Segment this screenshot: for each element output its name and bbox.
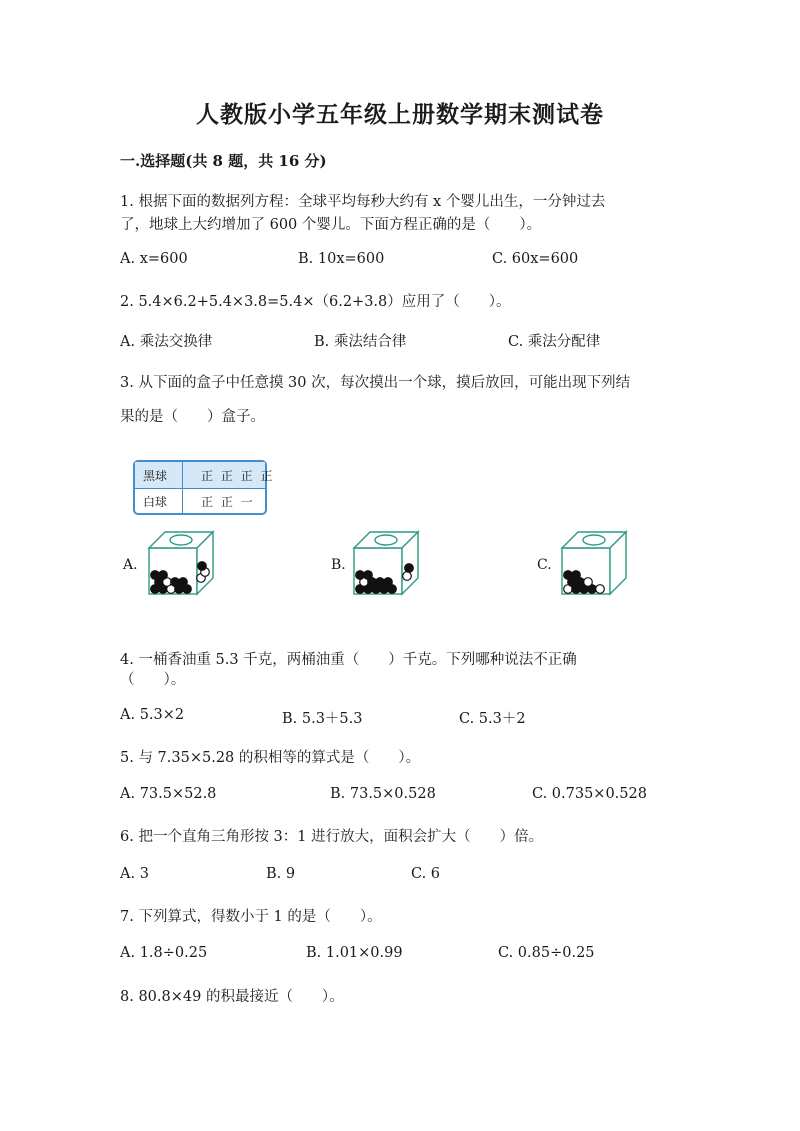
tally-row-white <box>135 488 265 514</box>
q6-option-b: B. 9 <box>266 866 296 882</box>
q1-option-a: A. x=600 <box>120 251 188 267</box>
tally-row-black <box>135 462 275 489</box>
q7-text: 7. 下列算式，得数小于 1 的是（ ）。 <box>120 909 382 925</box>
q7-option-c: C. 0.85÷0.25 <box>498 945 595 961</box>
q1-text-line2: 了，地球上大约增加了 600 个婴儿。下面方程正确的是（ ）。 <box>120 217 542 233</box>
q1-text-line1: 1. 根据下面的数据列方程：全球平均每秒大约有 x 个婴儿出生，一分钟过去 <box>120 194 606 210</box>
q8-text: 8. 80.8×49 的积最接近（ ）。 <box>120 989 344 1005</box>
tally-label-white: 白球 <box>143 495 168 509</box>
q5-option-c: C. 0.735×0.528 <box>532 786 647 802</box>
q5-text: 5. 与 7.35×5.28 的积相等的算式是（ ）。 <box>120 750 421 766</box>
box-a-label: A. <box>123 557 138 573</box>
q6-option-a: A. 3 <box>120 866 149 882</box>
tally-table <box>133 460 275 515</box>
q3-text-line1: 3. 从下面的盒子中任意摸 30 次，每次摸出一个球，摸后放回，可能出现下列结 <box>120 375 631 391</box>
q3-text-line2: 果的是（ ）盒子。 <box>120 409 265 425</box>
ball-box-b-image <box>350 528 422 598</box>
ball-box-c-image <box>558 528 630 598</box>
q4-option-b: B. 5.3＋5.3 <box>282 711 363 727</box>
q6-option-c: C. 6 <box>411 866 441 882</box>
box-b-label: B. <box>331 557 346 573</box>
q1-option-c: C. 60x=600 <box>492 251 579 267</box>
q2-option-b: B. 乘法结合律 <box>314 334 407 350</box>
ball-box-a-image <box>145 528 217 598</box>
q5-option-b: B. 73.5×0.528 <box>330 786 436 802</box>
q7-option-a: A. 1.8÷0.25 <box>120 945 208 961</box>
tally-label-black: 黑球 <box>143 469 168 483</box>
box-c-label: C. <box>537 557 552 573</box>
tally-divider <box>182 462 183 513</box>
q1-option-b: B. 10x=600 <box>298 251 385 267</box>
tally-marks-white: 正 正 一 <box>201 495 255 509</box>
q4-text-line1: 4. 一桶香油重 5.3 千克，两桶油重（ ）千克。下列哪种说法不正确 <box>120 652 577 668</box>
q4-option-a: A. 5.3×2 <box>120 707 185 723</box>
q6-text: 6. 把一个直角三角形按 3：1 进行放大，面积会扩大（ ）倍。 <box>120 829 544 845</box>
q4-option-c: C. 5.3＋2 <box>459 711 526 727</box>
q2-text: 2. 5.4×6.2+5.4×3.8=5.4×（6.2+3.8）应用了（ ）。 <box>120 294 511 310</box>
q2-option-c: C. 乘法分配律 <box>508 334 601 350</box>
q2-option-a: A. 乘法交换律 <box>120 334 213 350</box>
section-heading: 一.选择题(共 8 题，共 16 分) <box>120 152 327 170</box>
tally-marks-black: 正 正 正 正 <box>201 469 275 483</box>
q5-option-a: A. 73.5×52.8 <box>120 786 217 802</box>
page-title: 人教版小学五年级上册数学期末测试卷 <box>196 101 604 128</box>
q7-option-b: B. 1.01×0.99 <box>306 945 403 961</box>
q4-text-line2: （ ）。 <box>120 672 186 688</box>
